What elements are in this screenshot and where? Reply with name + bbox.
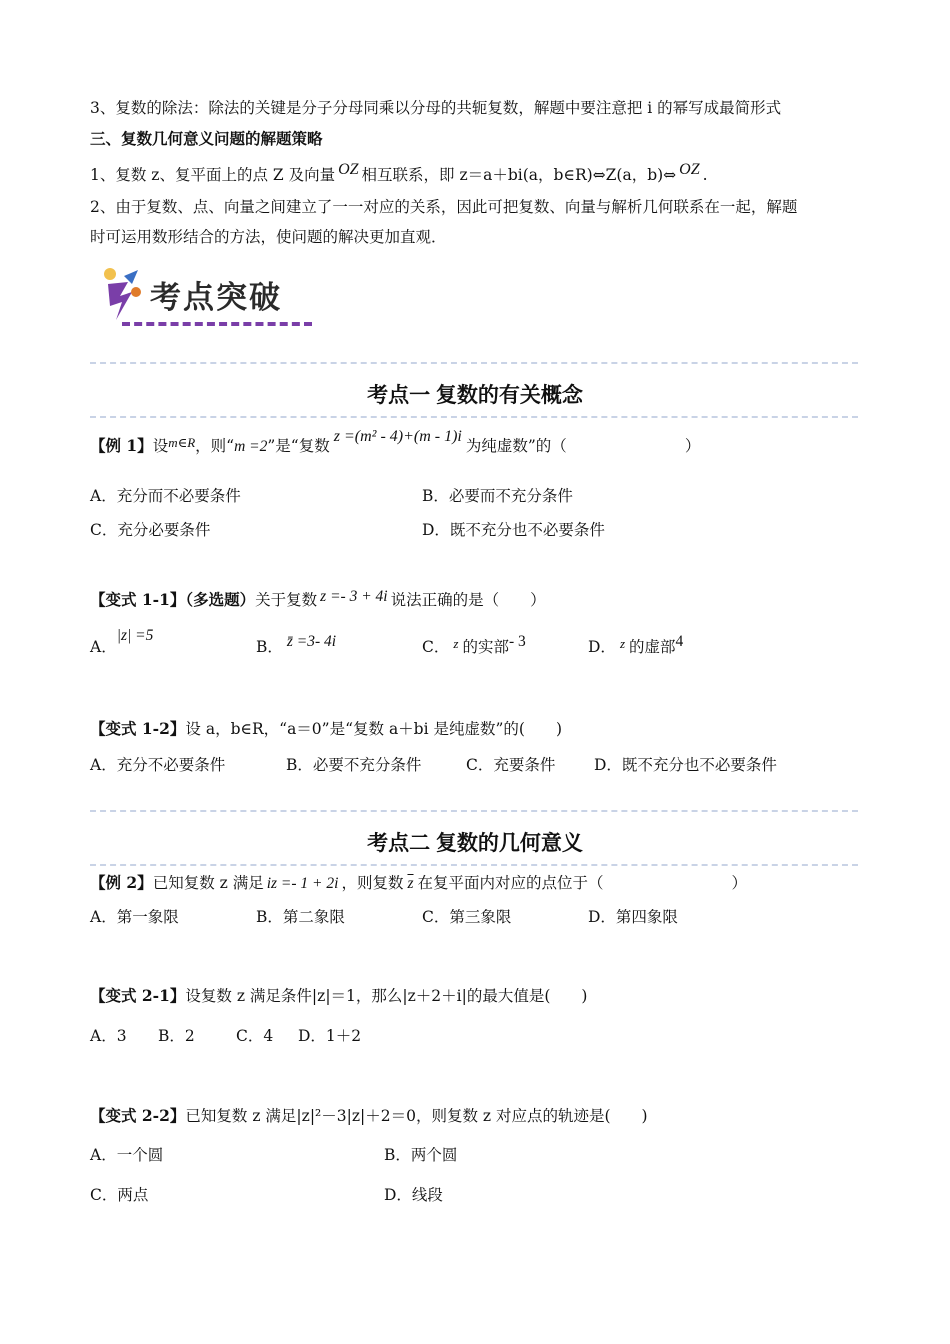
text-fragment: ） [731, 874, 748, 892]
text-line-geometry-3: 时可运用数形结合的方法，使问题的解决更加直观． [90, 228, 447, 246]
option-c: C．4 [236, 1027, 274, 1045]
option-b: B．必要而不充分条件 [422, 487, 573, 505]
example-1-stem [90, 428, 701, 457]
option-a: A．一个圆 [90, 1146, 164, 1164]
variant-label: 【变式 2-1】 [90, 986, 186, 1005]
option-c: C．充要条件 [466, 756, 556, 774]
math-expression: z =(m² - 4)+(m - 1)i [333, 428, 462, 445]
text-fragment: 为纯虚数”的（ [465, 437, 567, 455]
text-fragment: 相互联系，即 z＝a＋bi(a，b∈R)⇔Z(a，b)⇔ [361, 166, 677, 184]
variant-1-1-stem [90, 590, 546, 611]
example-label: 【例 2】 [90, 873, 153, 892]
option-label: B． [256, 638, 283, 656]
text-fragment: ，则“ [195, 437, 235, 455]
section-title-2: 考点二 复数的几何意义 [367, 832, 583, 855]
text-fragment: 设 a，b∈R，“a＝0”是“复数 a＋bi 是纯虚数”的( ) [185, 720, 563, 738]
vector-oz: OZ [338, 161, 359, 178]
option-d: D．既不充分也不必要条件 [422, 521, 605, 539]
option-b: B．两个圆 [384, 1146, 458, 1164]
text-fragment: 1、复数 z、复平面上的点 Z 及向量 [90, 166, 336, 184]
variant-2-2-stem [90, 1106, 648, 1126]
section-divider [90, 864, 858, 866]
text-fragment: ） [684, 437, 701, 455]
text-fragment: ”是“复数 [267, 437, 330, 455]
option-label: A． [90, 638, 117, 656]
badge-figure-icon [98, 262, 158, 338]
badge-title: 考点突破 [150, 280, 282, 316]
option-d: D．既不充分也不必要条件 [594, 756, 777, 774]
text-line-geometry-1 [90, 161, 708, 186]
variant-label: 【变式 1-1】（多选题） [90, 590, 256, 609]
section-divider [90, 416, 858, 418]
option-d: D．1＋2 [298, 1027, 362, 1045]
variant-2-1-stem [90, 986, 587, 1006]
text-fragment: 说法正确的是（ ） [390, 591, 546, 609]
option-d: D．线段 [384, 1186, 443, 1204]
text-fragment: 的实部 [462, 638, 509, 656]
text-fragment: 在复平面内对应的点位于（ [417, 874, 604, 892]
option-b: B．必要不充分条件 [286, 756, 422, 774]
option-a: A．第一象限 [90, 908, 179, 926]
section-heading-geometry: 三、复数几何意义问题的解题策略 [90, 129, 323, 148]
variant-label: 【变式 1-2】 [90, 719, 186, 738]
badge-underline [122, 322, 312, 326]
math-value: 4 [675, 633, 684, 650]
text-fragment: 设 [152, 437, 169, 455]
text-line-division: 3、复数的除法：除法的关键是分子分母同乘以分母的共轭复数，解题中要注意把 i 的幂写成最简形式 [90, 99, 782, 117]
section-divider [90, 362, 858, 364]
section-badge [98, 262, 318, 338]
variant-label: 【变式 2-2】 [90, 1106, 186, 1125]
option-label: D． [588, 638, 616, 656]
option-label: C． [422, 638, 450, 656]
option-a: A．充分不必要条件 [90, 756, 226, 774]
variant-1-2-stem [90, 719, 562, 739]
text-fragment: 已知复数 z 满足 [152, 874, 264, 892]
example-label: 【例 1】 [90, 436, 153, 455]
text-line-geometry-2: 2、由于复数、点、向量之间建立了一一对应的关系，因此可把复数、向量与解析几何联系在一起，解题 [90, 198, 798, 216]
option-c [422, 633, 526, 658]
text-fragment: 关于复数 [255, 591, 318, 609]
math-expression: iz =- 1 + 2i [266, 875, 339, 892]
option-c: C．两点 [90, 1186, 149, 1204]
math-equation: m =2 [234, 438, 268, 455]
option-a: A．3 [90, 1027, 127, 1045]
option-d [588, 633, 684, 658]
text-fragment: 设复数 z 满足条件|z|＝1，那么|z＋2＋i|的最大值是( ) [185, 987, 588, 1005]
math-expression: z̄ =3- 4i [286, 633, 337, 650]
option-d: D．第四象限 [588, 908, 678, 926]
math-condition: m∈R [168, 435, 196, 450]
text-fragment: . [702, 166, 708, 184]
text-fragment: 已知复数 z 满足|z|²－3|z|＋2＝0，则复数 z 对应点的轨迹是( ) [185, 1107, 648, 1125]
math-value: - 3 [508, 633, 526, 650]
option-a [90, 627, 154, 658]
option-b [256, 633, 337, 658]
math-variable: z [453, 636, 459, 651]
option-b: B．第二象限 [256, 908, 345, 926]
vector-oz: OZ [679, 161, 700, 178]
text-fragment: 的虚部 [629, 638, 676, 656]
option-a: A．充分而不必要条件 [90, 487, 241, 505]
math-variable: z [619, 636, 625, 651]
text-fragment: ，则复数 [341, 874, 404, 892]
option-c: C．充分必要条件 [90, 521, 211, 539]
section-title-1: 考点一 复数的有关概念 [367, 384, 583, 407]
math-expression: z =- 3 + 4i [320, 588, 388, 605]
math-expression: |z| =5 [116, 627, 154, 644]
math-conjugate: $\overline{z}$ [407, 875, 414, 892]
option-c: C．第三象限 [422, 908, 512, 926]
option-b: B．2 [158, 1027, 195, 1045]
example-2-stem [90, 873, 747, 894]
section-divider [90, 810, 858, 812]
